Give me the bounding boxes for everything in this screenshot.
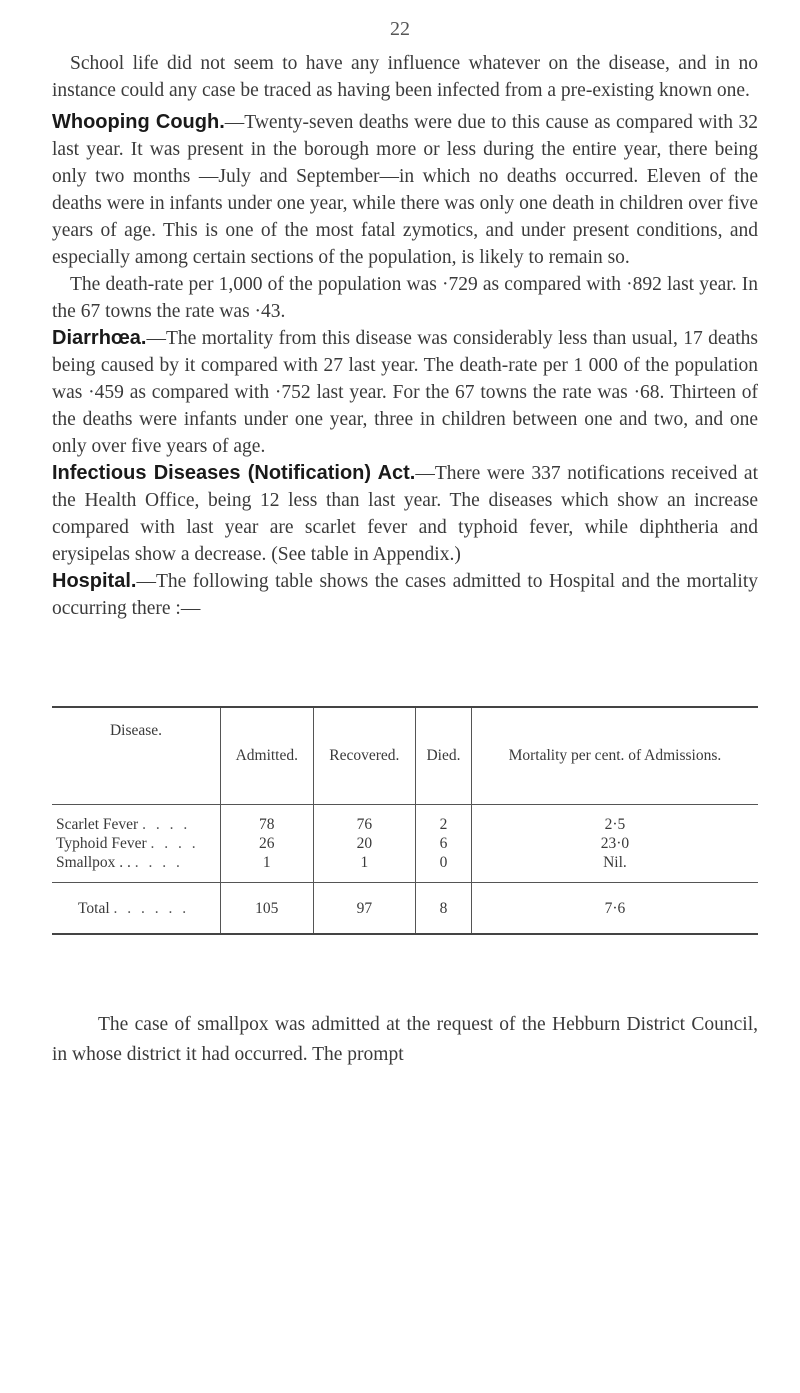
closing-paragraph: The case of smallpox was admitted at the request of the Hebburn District Council, in whose district it had occurred. The prompt [52,1014,758,1065]
row-recovered: 76 [313,805,416,835]
row-mortality: 2·5 [471,805,758,835]
hospital-table [52,706,758,935]
whooping-cough-text: —Twenty-seven deaths were due to this cause as compared with 32 last year. It was present in the borough more or less during the entire year, there being only two months —July and September—in which no deaths occurred. Eleven of the deaths were in infants under one year, while there was only one death in children over five years of age. This is one of the most fatal zymotics, and under present conditions, and especially among certain sections of the population, is likely to remain so. [52,112,758,268]
header-disease: Disease. [52,707,221,805]
row-disease [52,805,221,835]
row-disease [52,853,221,883]
total-recovered: 97 [313,883,416,935]
row-admitted: 1 [221,853,314,883]
row-died: 6 [416,834,472,853]
diarrhoea-text: —The mortality from this disease was considerably less than usual, 17 deaths being caused by it compared with 27 last year. The death-rate per 1 000 of the population was ·459 as compared with ·752 last year. For the 67 towns the rate was ·68. Thirteen of the deaths were infants under one year, three in children between one and two, and one only over five years of age. [52,328,758,457]
row-mortality: 23·0 [471,834,758,853]
table-row [52,834,758,853]
header-admitted: Admitted. [221,707,314,805]
row-recovered: 20 [313,834,416,853]
infectious-diseases-paragraph [52,460,758,568]
table-header-row [52,707,758,805]
total-mortality: 7·6 [471,883,758,935]
whooping-cough-rate-paragraph: The death-rate per 1,000 of the population was ·729 as compared with ·892 last year. In the 67 towns the rate was ·43. [52,274,758,322]
closing-text [52,1010,758,1070]
disease-label: Scarlet Fever [56,816,139,833]
row-admitted: 78 [221,805,314,835]
total-admitted: 105 [221,883,314,935]
disease-label: Smallpox . . [56,854,131,871]
row-mortality: Nil. [471,853,758,883]
whooping-cough-heading: Whooping Cough. [52,111,225,133]
intro-paragraph: School life did not seem to have any influence whatever on the disease, and in no instance could any case be traced as having been infected from a pre-existing known one. [52,53,758,101]
table-total-row [52,883,758,935]
row-disease [52,834,221,853]
infectious-diseases-heading: Infectious Diseases (Notification) Act. [52,462,416,484]
header-recovered: Recovered. [313,707,416,805]
whooping-cough-paragraph [52,109,758,271]
page-number: 22 [390,18,410,40]
diarrhoea-heading: Diarrhœa. [52,327,147,349]
disease-label: Typhoid Fever [56,835,147,852]
row-recovered: 1 [313,853,416,883]
infectious-diseases-text: —There were 337 notifications received at the Health Office, being 12 less than last year. The diseases which show an increase compared with last year are scarlet fever and typhoid fever, while diphtheria and erysipelas show a decrease. (See table in Appendix.) [52,463,758,565]
hospital-text: —The following table shows the cases admitted to Hospital and the mortality occurring there :— [52,571,758,619]
hospital-heading: Hospital. [52,570,137,592]
table-row [52,853,758,883]
leader-dots: . . . . [134,854,183,871]
total-label: Total [78,899,110,917]
header-mortality: Mortality per cent. of Admissions. [471,707,758,805]
leader-dots: . . . . [150,835,199,852]
leader-dots: . . . . . . [113,899,190,917]
hospital-paragraph [52,568,758,622]
total-label-cell [52,883,221,935]
leader-dots: . . . . [142,816,191,833]
diarrhoea-paragraph [52,325,758,460]
row-admitted: 26 [221,834,314,853]
body-text [52,50,758,622]
table-row [52,805,758,835]
total-died: 8 [416,883,472,935]
header-died: Died. [416,707,472,805]
row-died: 0 [416,853,472,883]
row-died: 2 [416,805,472,835]
